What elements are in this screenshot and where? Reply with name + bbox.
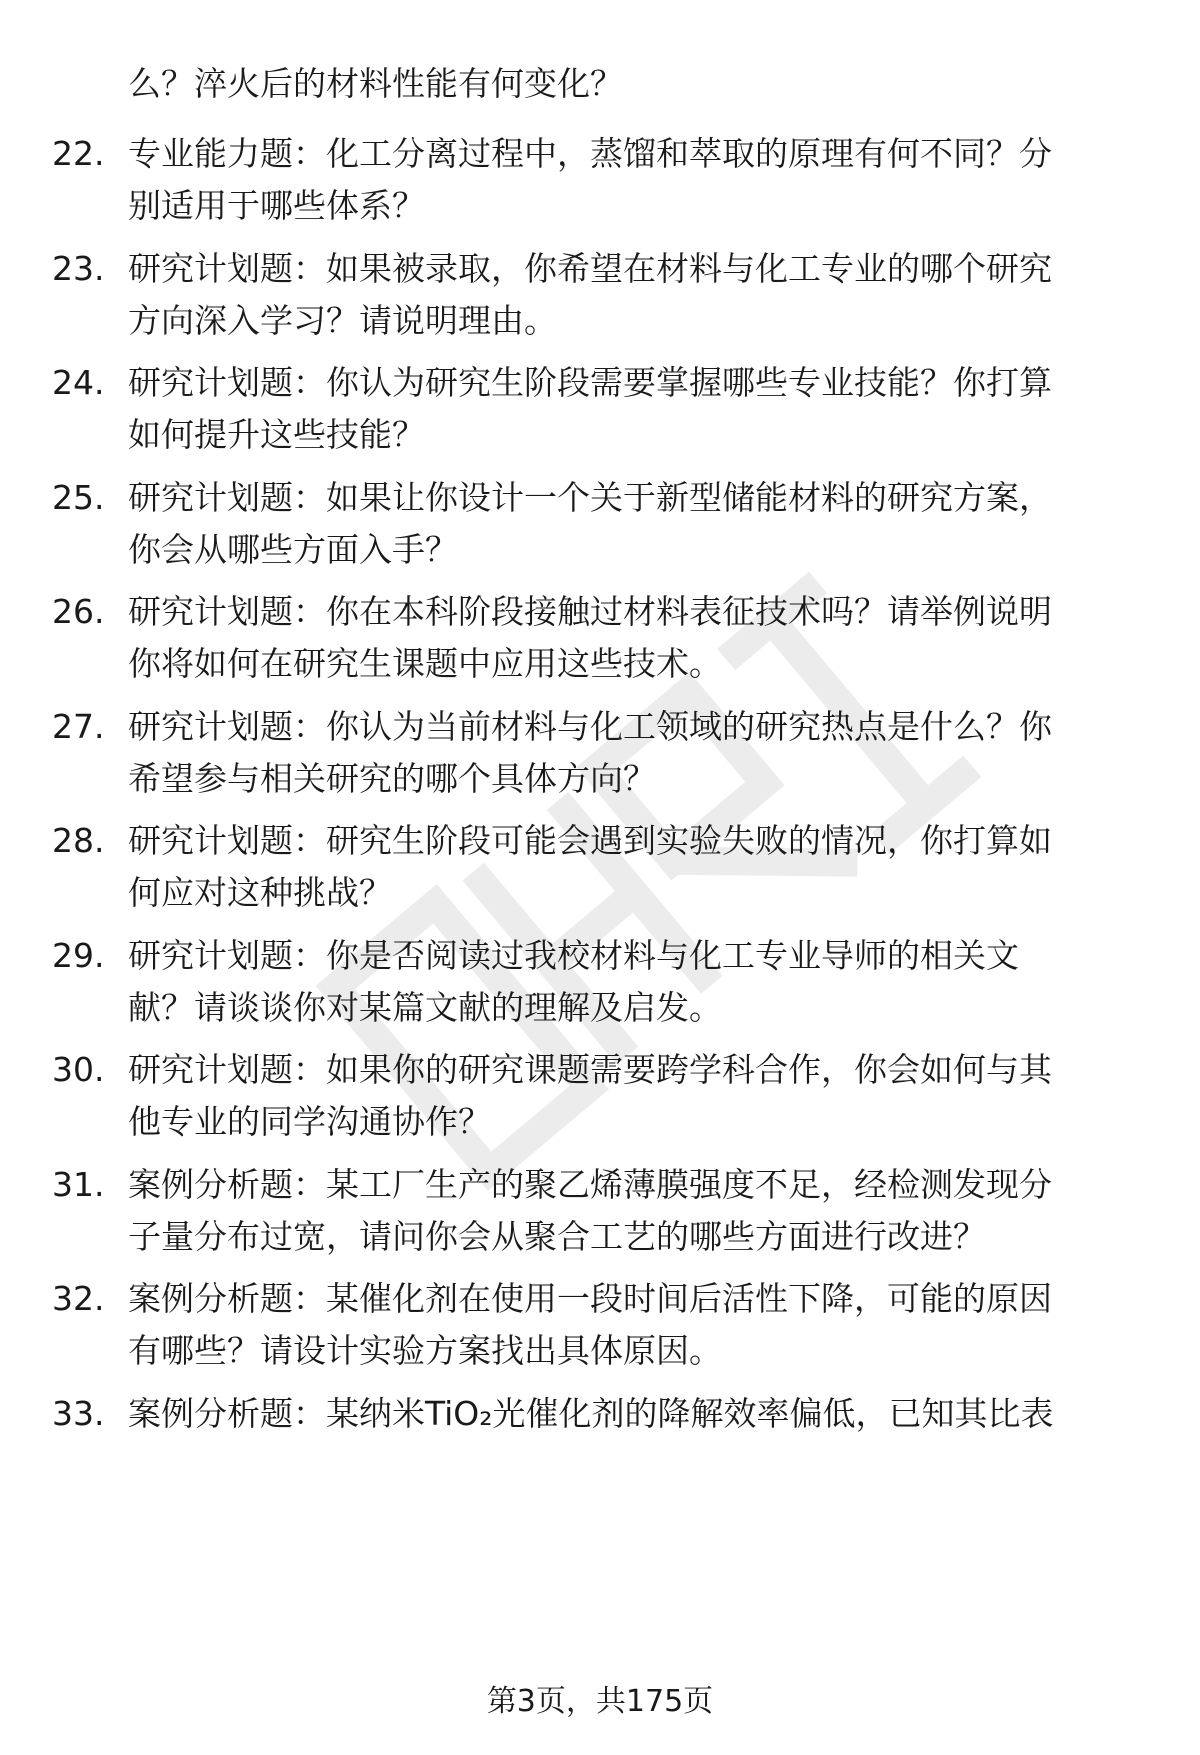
question-text-line: 研究计划题：如果你的研究课题需要跨学科合作，你会如何与其 [128,1050,1052,1089]
question-text [128,586,1148,690]
question-number: 32. [52,1279,105,1318]
question-number: 31. [52,1164,105,1204]
question-text-line: 研究计划题：你认为研究生阶段需要掌握哪些专业技能？你打算 [128,363,1052,402]
question-number: 26. [52,592,105,631]
question-text-line: 研究计划题：如果让你设计一个关于新型储能材料的研究方案， [128,477,1052,517]
question-text-line: 案例分析题：某纳米TiO₂光催化剂的降解效率偏低，已知其比表 [128,1393,1054,1433]
question-text-line: 他专业的同学沟通协作？ [128,1102,491,1141]
question-number: 23. [52,248,105,288]
question-text [128,815,1148,919]
question-text-line: 献？请谈谈你对某篇文献的理解及启发。 [128,987,722,1027]
question-text-line: 案例分析题：某工厂生产的聚乙烯薄膜强度不足，经检测发现分 [128,1164,1052,1204]
continuation-text: 么？淬火后的材料性能有何变化？ [128,64,623,103]
question-text [128,1044,1148,1148]
question-text-line: 如何提升这些技能？ [128,415,425,454]
question-number: 30. [52,1050,105,1089]
question-number: 22. [52,134,105,173]
question-text [128,701,1148,805]
question-text-line: 子量分布过宽，请问你会从聚合工艺的哪些方面进行改进？ [128,1216,986,1256]
question-text-line: 研究计划题：研究生阶段可能会遇到实验失败的情况，你打算如 [128,821,1052,860]
question-text-line: 方向深入学习？请说明理由。 [128,300,557,340]
question-text-line: 研究计划题：你认为当前材料与化工领域的研究热点是什么？你 [128,706,1052,746]
question-text-line: 你会从哪些方面入手？ [128,529,458,569]
question-text [128,1388,1148,1440]
question-text-line: 何应对这种挑战？ [128,873,392,912]
question-number: 24. [52,363,105,402]
question-number: 28. [52,821,105,860]
question-text-line: 你将如何在研究生课题中应用这些技术。 [128,644,722,683]
question-number: 25. [52,477,105,517]
question-text [128,128,1148,232]
question-text [128,930,1148,1034]
question-text [128,243,1148,347]
page-footer: 第3页，共175页 [486,1684,714,1719]
question-text [128,1159,1148,1263]
question-text-line: 别适用于哪些体系？ [128,186,425,225]
question-number: 33. [52,1393,105,1433]
question-text [128,1273,1148,1377]
question-text [128,357,1148,461]
question-text-line: 案例分析题：某催化剂在使用一段时间后活性下降，可能的原因 [128,1279,1052,1318]
question-text-line: 有哪些？请设计实验方案找出具体原因。 [128,1331,722,1370]
question-text-line: 研究计划题：你在本科阶段接触过材料表征技术吗？请举例说明 [128,592,1052,631]
question-text-line: 希望参与相关研究的哪个具体方向？ [128,758,656,798]
question-text-line: 研究计划题：你是否阅读过我校材料与化工专业导师的相关文 [128,935,1019,975]
question-text-line: 专业能力题：化工分离过程中，蒸馏和萃取的原理有何不同？分 [128,134,1052,173]
question-text [128,472,1148,576]
question-number: 27. [52,706,105,746]
question-number: 29. [52,935,105,975]
question-text-line: 研究计划题：如果被录取，你希望在材料与化工专业的哪个研究 [128,248,1052,288]
